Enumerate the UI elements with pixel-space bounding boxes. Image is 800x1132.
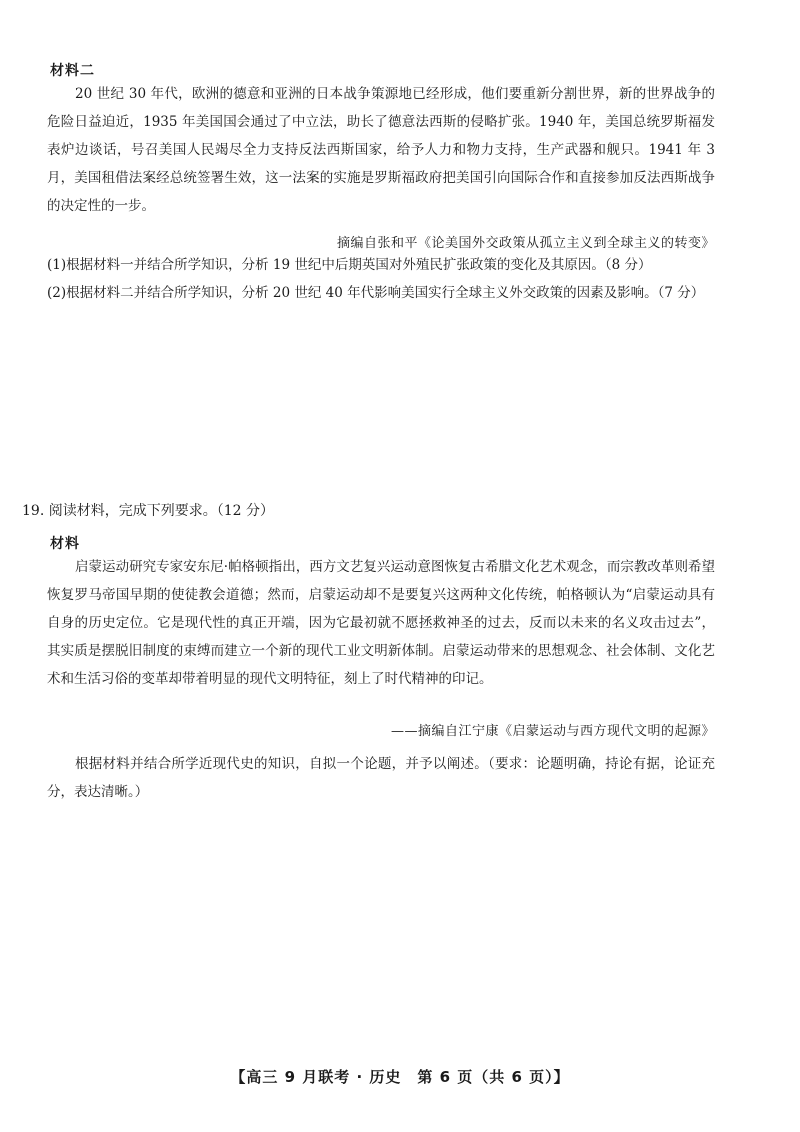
question-19-source: ——摘编自江宁康《启蒙运动与西方现代文明的起源》 — [390, 724, 715, 739]
question-18-part-1: (1)根据材料一并结合所学知识，分析 19 世纪中后期英国对外殖民扩张政策的变化及其原因。（8 分） — [47, 257, 652, 273]
question-18-part-2: (2)根据材料二并结合所学知识，分析 20 世纪 40 年代影响美国实行全球主义外交政策的因素及影响。（7 分） — [47, 285, 705, 301]
page-footer: 【高三 9 月联考 · 历史 第 6 页（共 6 页）】 — [230, 1068, 570, 1086]
material-two-paragraph: 20 世纪 30 年代，欧洲的德意和亚洲的日本战争策源地已经形成，他们要重新分割世界，新的世界战争的危险日益迫近，1935 年美国国会通过了中立法，助长了德意法西斯的侵略扩张。1940 年，美国总统罗斯福发表炉边谈话，号召美国人民竭尽全力支持反法西斯国家，给予人力和物力支持，生产武器和舰只。1941 年 3 月，美国租借法案经总统签署生效，这一法案的实施是罗斯福政府把美国引向国际合作和直接参加反法西斯战争的决定性的一步。 — [47, 86, 715, 214]
question-19-material-paragraph: 启蒙运动研究专家安东尼·帕格顿指出，西方文艺复兴运动意图恢复古希腊文化艺术观念，而宗教改革则希望恢复罗马帝国早期的使徒教会道德；然而，启蒙运动却不是要复兴这两种文化传统，帕格顿认为“启蒙运动具有自身的历史定位。它是现代性的真正开端，因为它最初就不愿拯救神圣的过去，反而以未来的名义攻击过去”，其实质是摆脱旧制度的束缚而建立一个新的现代工业文明新体制。启蒙运动带来的思想观念、社会体制、文化艺术和生活习俗的变革却带着明显的现代文明特征，刻上了时代精神的印记。 — [47, 559, 715, 687]
question-19-title: 19. 阅读材料，完成下列要求。（12 分） — [22, 503, 274, 519]
question-19-requirement: 根据材料并结合所学近现代史的知识，自拟一个论题，并予以阐述。（要求：论题明确，持论有据，论证充分，表达清晰。） — [47, 756, 715, 800]
material-two-source: 摘编自张和平《论美国外交政策从孤立主义到全球主义的转变》 — [336, 236, 715, 251]
question-19-material-heading: 材料 — [50, 536, 80, 552]
material-two-heading: 材料二 — [50, 63, 95, 79]
